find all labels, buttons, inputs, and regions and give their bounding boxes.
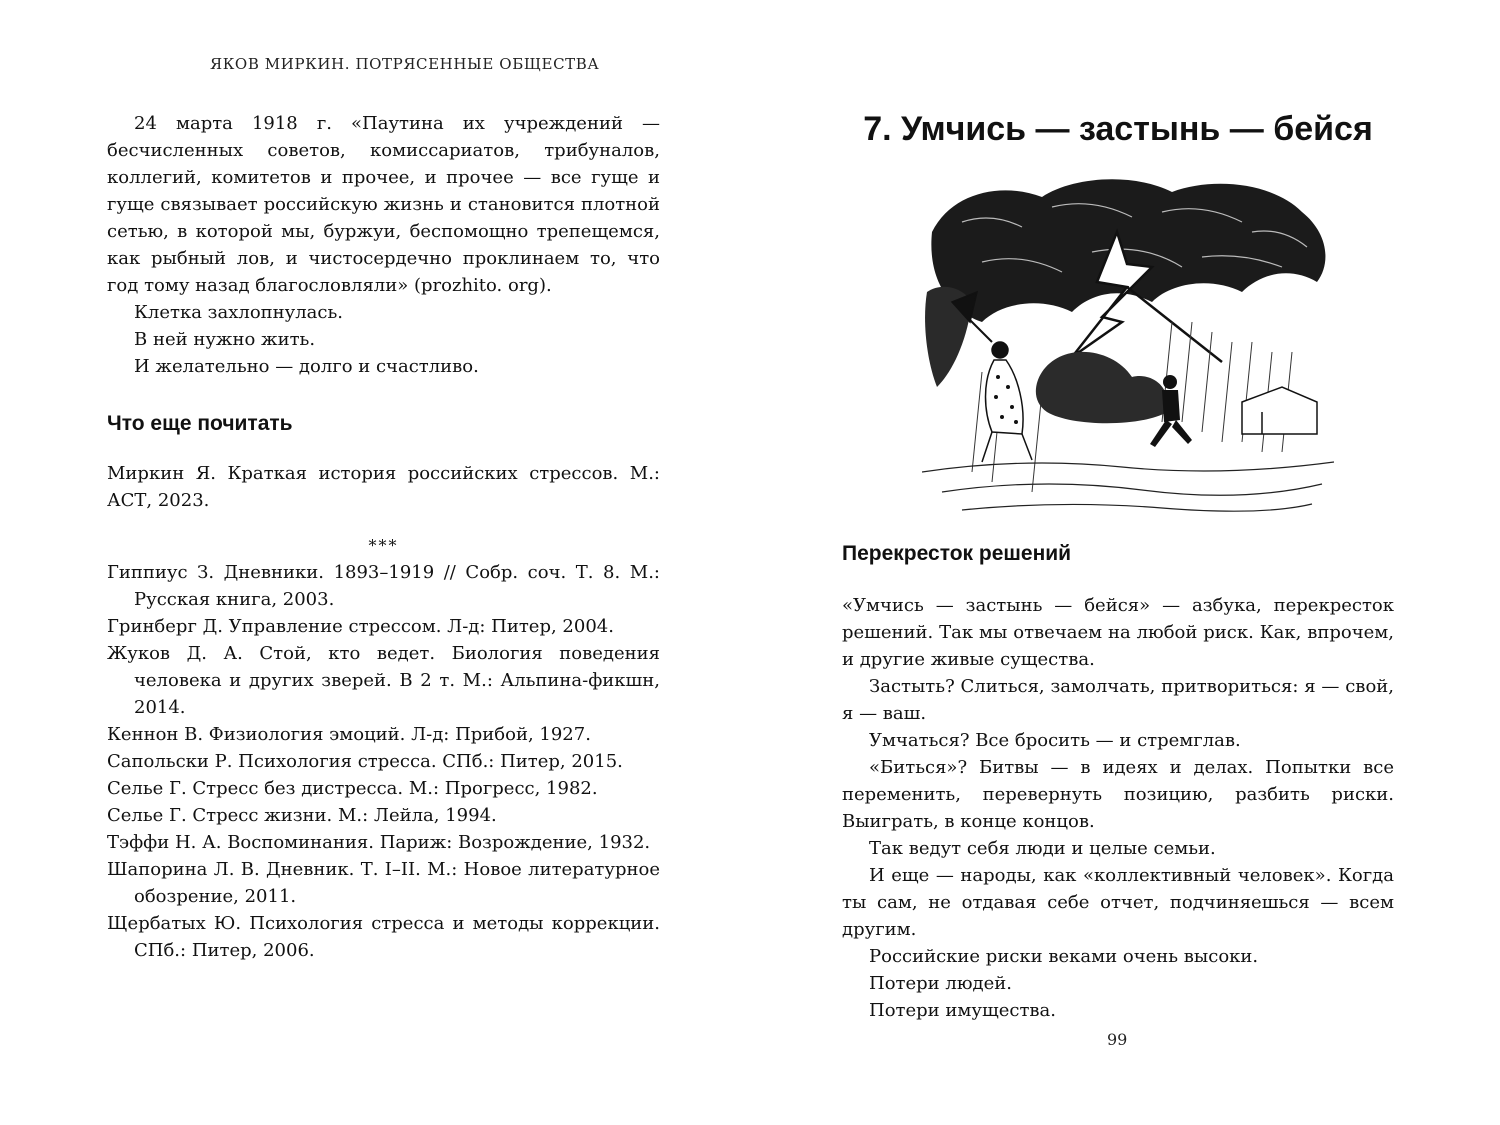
reference-item: Гиппиус З. Дневники. 1893–1919 // Собр. соч. Т. 8. М.: Русская книга, 2003. bbox=[107, 562, 660, 610]
paragraph: 24 марта 1918 г. «Паутина их учреждений — бесчисленных советов, комиссариатов, трибуналов, коллегий, комитетов и прочее, и прочее — все гуще и гуще связывает российскую жизнь и становится плотной сетью, в которой мы, буржуи, беспомощно трепещемся, как рыбный лов, и чистосердечно проклинаем то, что год тому назад благословляли» (prozhito. org). bbox=[107, 113, 660, 296]
paragraph: Российские риски веками очень высоки. bbox=[869, 946, 1259, 967]
left-page bbox=[107, 110, 660, 964]
right-body-wrap bbox=[842, 542, 1394, 1024]
paragraph: Умчаться? Все бросить — и стремглав. bbox=[869, 730, 1241, 751]
reference-item: Тэффи Н. А. Воспоминания. Париж: Возрождение, 1932. bbox=[107, 832, 651, 853]
separator: *** bbox=[368, 536, 399, 555]
reference-item: Щербатых Ю. Психология стресса и методы коррекции. СПб.: Питер, 2006. bbox=[107, 913, 660, 961]
paragraph: Клетка захлопнулась. bbox=[134, 302, 344, 323]
paragraph: И желательно — долго и счастливо. bbox=[134, 356, 479, 377]
reference-item: Миркин Я. Краткая история российских стрессов. М.: АСТ, 2023. bbox=[107, 463, 660, 511]
right-page bbox=[842, 110, 1394, 149]
section-heading: Что еще почитать bbox=[107, 412, 293, 435]
reference-item: Кеннон В. Физиология эмоций. Л-д: Прибой, 1927. bbox=[107, 724, 591, 745]
reference-item: Гринберг Д. Управление стрессом. Л-д: Питер, 2004. bbox=[107, 616, 614, 637]
reference-item: Шапорина Л. В. Дневник. Т. I–II. М.: Новое литературное обозрение, 2011. bbox=[107, 859, 660, 907]
reference-item: Селье Г. Стресс жизни. М.: Лейла, 1994. bbox=[107, 805, 497, 826]
page-number: 99 bbox=[1107, 1030, 1128, 1049]
right-body bbox=[842, 592, 1394, 1024]
bushes bbox=[1036, 352, 1168, 423]
reference-list bbox=[107, 559, 660, 964]
paragraph: «Умчись — застынь — бейся» — азбука, перекресток решений. Так мы отвечаем на любой риск. Как, впрочем, и другие живые существа. bbox=[842, 595, 1394, 670]
reference-item: Сапольски Р. Психология стресса. СПб.: Питер, 2015. bbox=[107, 751, 623, 772]
house bbox=[1242, 387, 1317, 434]
paragraph: Так ведут себя люди и целые семьи. bbox=[869, 838, 1216, 859]
paragraph: И еще — народы, как «коллективный человек». Когда ты сам, не отдавая себе отчет, подчиняешься — всем другим. bbox=[842, 865, 1394, 940]
left-body bbox=[107, 110, 660, 380]
paragraph: В ней нужно жить. bbox=[134, 329, 316, 350]
section-heading: Перекресток решений bbox=[842, 542, 1072, 565]
chapter-title: 7. Умчись — застынь — бейся bbox=[863, 110, 1373, 148]
running-head: ЯКОВ МИРКИН. ПОТРЯСЕННЫЕ ОБЩЕСТВА bbox=[210, 55, 600, 73]
paragraph: Застыть? Слиться, замолчать, притвориться: я — свой, я — ваш. bbox=[842, 676, 1394, 724]
paragraph: Потери людей. bbox=[869, 973, 1012, 994]
ground bbox=[922, 462, 1334, 511]
reference-item: Селье Г. Стресс без дистресса. М.: Прогресс, 1982. bbox=[107, 778, 598, 799]
reference-item: Жуков Д. А. Стой, кто ведет. Биология поведения человека и других зверей. В 2 т. М.: Альпина-фикшн, 2014. bbox=[107, 643, 660, 718]
paragraph: «Биться»? Битвы — в идеях и делах. Попытки все переменить, перевернуть позицию, разбить риски. Выиграть, в конце концов. bbox=[842, 757, 1394, 832]
storm-illustration bbox=[922, 172, 1334, 520]
paragraph: Потери имущества. bbox=[869, 1000, 1056, 1021]
